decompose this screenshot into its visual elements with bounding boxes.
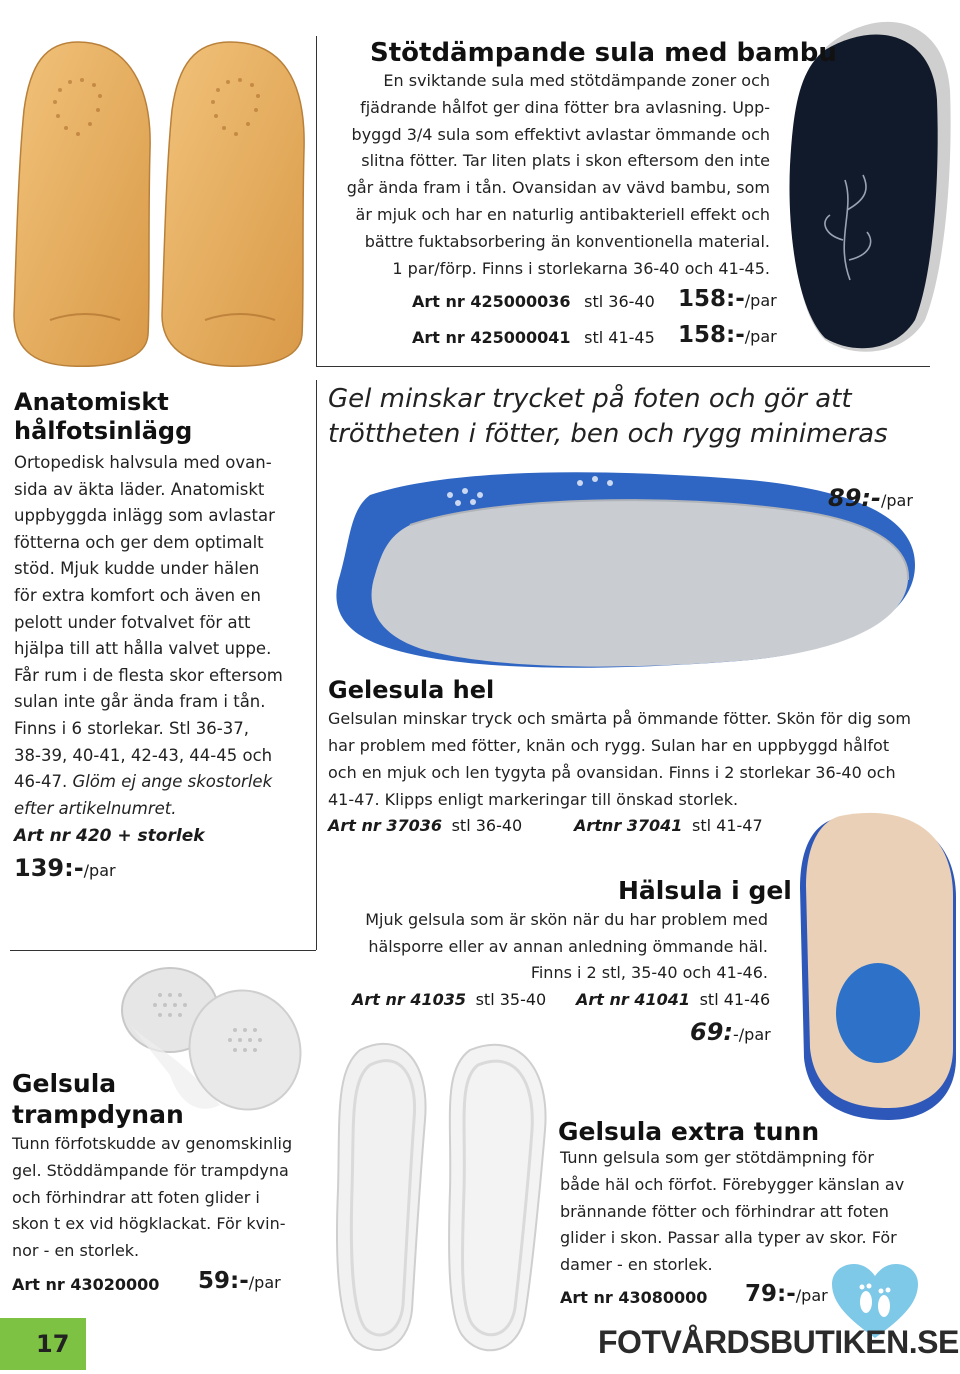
thin-price [745, 1281, 828, 1307]
bamboo-price-2 [678, 322, 777, 348]
anatomic-line: sida av äkta läder. Anatomiskt [14, 479, 265, 499]
gel-full-price [828, 484, 913, 512]
thin-line: brännande fötter och förhindrar att foten [560, 1201, 889, 1221]
divider-left-vertical [316, 380, 317, 950]
trampdyna-price [198, 1268, 281, 1294]
heel-line: Mjuk gelsula som är skön när du har problem med [365, 910, 768, 929]
anatomic-line: för extra komfort och även en [14, 585, 261, 605]
page-number: 17 [36, 1330, 70, 1358]
thin-line: både häl och förfot. Förebygger känslan av [560, 1174, 905, 1194]
gel-full-line: Gelsulan minskar tryck och smärta på ömmande fötter. Skön för dig som [328, 709, 911, 728]
anatomic-line: hjälpa till att hålla valvet uppe. [14, 639, 272, 659]
price: 89:- [828, 484, 881, 512]
size-range: stl 41-47 [692, 816, 763, 835]
thin-title: Gelsula extra tunn [558, 1117, 820, 1146]
leather-insoles-image [0, 30, 320, 380]
anatomic-title-line1: Anatomiskt [14, 388, 169, 416]
price: 158:- [678, 322, 745, 348]
trampdyna-title-line1: Gelsula [12, 1069, 117, 1098]
gel-full-items [328, 816, 522, 835]
anatomic-line-last [14, 769, 309, 796]
brand-name: FOTVÅRDSBUTIKEN.SE [598, 1324, 959, 1360]
anatomic-description [14, 450, 309, 822]
gel-full-items-2 [574, 816, 763, 835]
bamboo-item-1 [412, 292, 655, 311]
thin-description [560, 1145, 940, 1279]
heel-items [352, 990, 546, 1009]
price: 158:- [678, 286, 745, 312]
bamboo-item-2 [412, 328, 655, 347]
trampdyna-line: Tunn förfotskudde av genomskinlig [12, 1134, 293, 1153]
anatomic-line: sulan inte går ända fram i tån. [14, 692, 266, 712]
trampdyna-title-line2: trampdynan [12, 1100, 184, 1129]
size-range: stl 41-45 [584, 328, 655, 347]
bamboo-line: fjädrande hålfot ger dina fötter bra avlasning. Upp- [360, 97, 770, 117]
bamboo-line: är mjuk och har en naturlig antibakteriell effekt och [355, 204, 770, 224]
gel-full-title: Gelesula hel [328, 676, 495, 704]
trampdyna-line: gel. Stöddämpande för trampdyna [12, 1160, 289, 1180]
price: 69: [690, 1018, 733, 1046]
anatomic-line: Finns i 6 storlekar. Stl 36-37, [14, 718, 249, 738]
per-unit: /par [880, 491, 913, 510]
gel-heading [328, 382, 888, 452]
heel-title: Hälsula i gel [618, 876, 792, 905]
per-unit: /par [744, 327, 777, 346]
heel-line: Finns i 2 stl, 35-40 och 41-46. [530, 963, 768, 982]
size-range: stl 35-40 [475, 990, 547, 1009]
anatomic-title-line2: hålfotsinlägg [14, 417, 193, 445]
gel-full-line: 41-47. Klipps enligt markeringar till önskad storlek. [328, 790, 739, 809]
per-unit: /par [83, 861, 116, 880]
bamboo-line: 1 par/förp. Finns i storlekarna 36-40 och 41-45. [392, 258, 770, 278]
trampdyna-title [12, 1068, 184, 1130]
trampdyna-line: nor - en storlek. [12, 1241, 140, 1261]
divider-left-horizontal [10, 950, 316, 951]
bamboo-line: går ända fram i tån. Ovansidan av vävd bambu, som [346, 178, 770, 198]
heel-price [690, 1018, 771, 1046]
bamboo-line: bättre fuktabsorbering än konventionella material. [364, 231, 770, 251]
per-unit: /par [248, 1273, 281, 1292]
size-range: stl 36-40 [451, 816, 523, 835]
anatomic-line-italic: Glöm ej ange skostorlek [72, 772, 273, 792]
per-unit: /par [795, 1286, 828, 1305]
anatomic-line-plain: 46-47. [14, 772, 73, 792]
per-unit: /par [744, 291, 777, 310]
bamboo-price-1 [678, 286, 777, 312]
bamboo-line: slitna fötter. Tar liten plats i skon eftersom den inte [361, 151, 770, 171]
heel-description [340, 907, 768, 987]
trampdyna-line: skon t ex vid högklackat. För kvin- [12, 1214, 286, 1234]
gel-full-description [328, 705, 938, 813]
anatomic-line: uppbyggda inlägg som avlastar [14, 506, 275, 526]
thin-line: Tunn gelsula som ger stötdämpning för [560, 1148, 874, 1167]
anatomic-price [14, 854, 116, 882]
art-number: Art nr 41035 [352, 990, 467, 1009]
anatomic-line: stöd. Mjuk kudde under hälen [14, 559, 260, 579]
per-unit: -/par [733, 1025, 771, 1044]
anatomic-line: Ortopedisk halvsula med ovan- [14, 453, 272, 472]
gel-full-line: och en mjuk och len tygyta på ovansidan. Finns i 2 storlekar 36-40 och [328, 763, 896, 782]
thin-art-number: Art nr 43080000 [560, 1288, 708, 1307]
anatomic-line: 38-39, 40-41, 42-43, 44-45 och [14, 745, 273, 765]
art-number: Art nr 41041 [576, 990, 691, 1009]
divider-top-horizontal [316, 366, 930, 367]
trampdyna-line: och förhindrar att foten glider i [12, 1187, 260, 1207]
trampdyna-description [12, 1131, 312, 1265]
price: 139:- [14, 854, 84, 882]
heel-gel-image [778, 808, 960, 1123]
price: 59:- [198, 1268, 249, 1294]
art-number: Art nr 425000041 [412, 328, 571, 347]
heel-items-2 [576, 990, 770, 1009]
trampdyna-art-number: Art nr 43020000 [12, 1275, 160, 1294]
anatomic-line: pelott under fotvalvet för att [14, 612, 251, 632]
anatomic-line-italic2: efter artikelnumret. [14, 798, 177, 818]
gel-heading-line2: tröttheten i fötter, ben och rygg minimeras [328, 419, 888, 449]
art-number: Art nr 425000036 [412, 292, 571, 311]
thin-line: glider i skon. Passar alla typer av skor. För [560, 1228, 897, 1248]
anatomic-line: Får rum i de flesta skor eftersom [14, 665, 283, 685]
bamboo-description [330, 68, 770, 282]
art-number: Art nr 37036 [328, 816, 443, 835]
size-range: stl 41-46 [699, 990, 771, 1009]
anatomic-title [14, 388, 192, 446]
anatomic-line: fötterna och ger dem optimalt [14, 532, 264, 552]
gel-full-line: har problem med fötter, knän och rygg. Sulan har en uppbyggd hålfot [328, 736, 890, 755]
gel-heading-line1: Gel minskar trycket på foten och gör att [328, 384, 852, 414]
price: 79:- [745, 1281, 796, 1307]
bamboo-title: Stötdämpande sula med bambu [370, 38, 837, 68]
anatomic-art-number: Art nr 420 + storlek [14, 826, 205, 846]
heel-line: hälsporre eller av annan anledning ömmande häl. [368, 936, 768, 956]
bamboo-line: En sviktande sula med stötdämpande zoner och [383, 71, 770, 90]
size-range: stl 36-40 [584, 292, 655, 311]
bamboo-line: byggd 3/4 sula som effektivt avlastar ömmande och [351, 124, 770, 144]
art-number: Artnr 37041 [574, 816, 683, 835]
thin-line: damer - en storlek. [560, 1255, 713, 1275]
thin-gel-insoles-image [320, 1030, 560, 1370]
